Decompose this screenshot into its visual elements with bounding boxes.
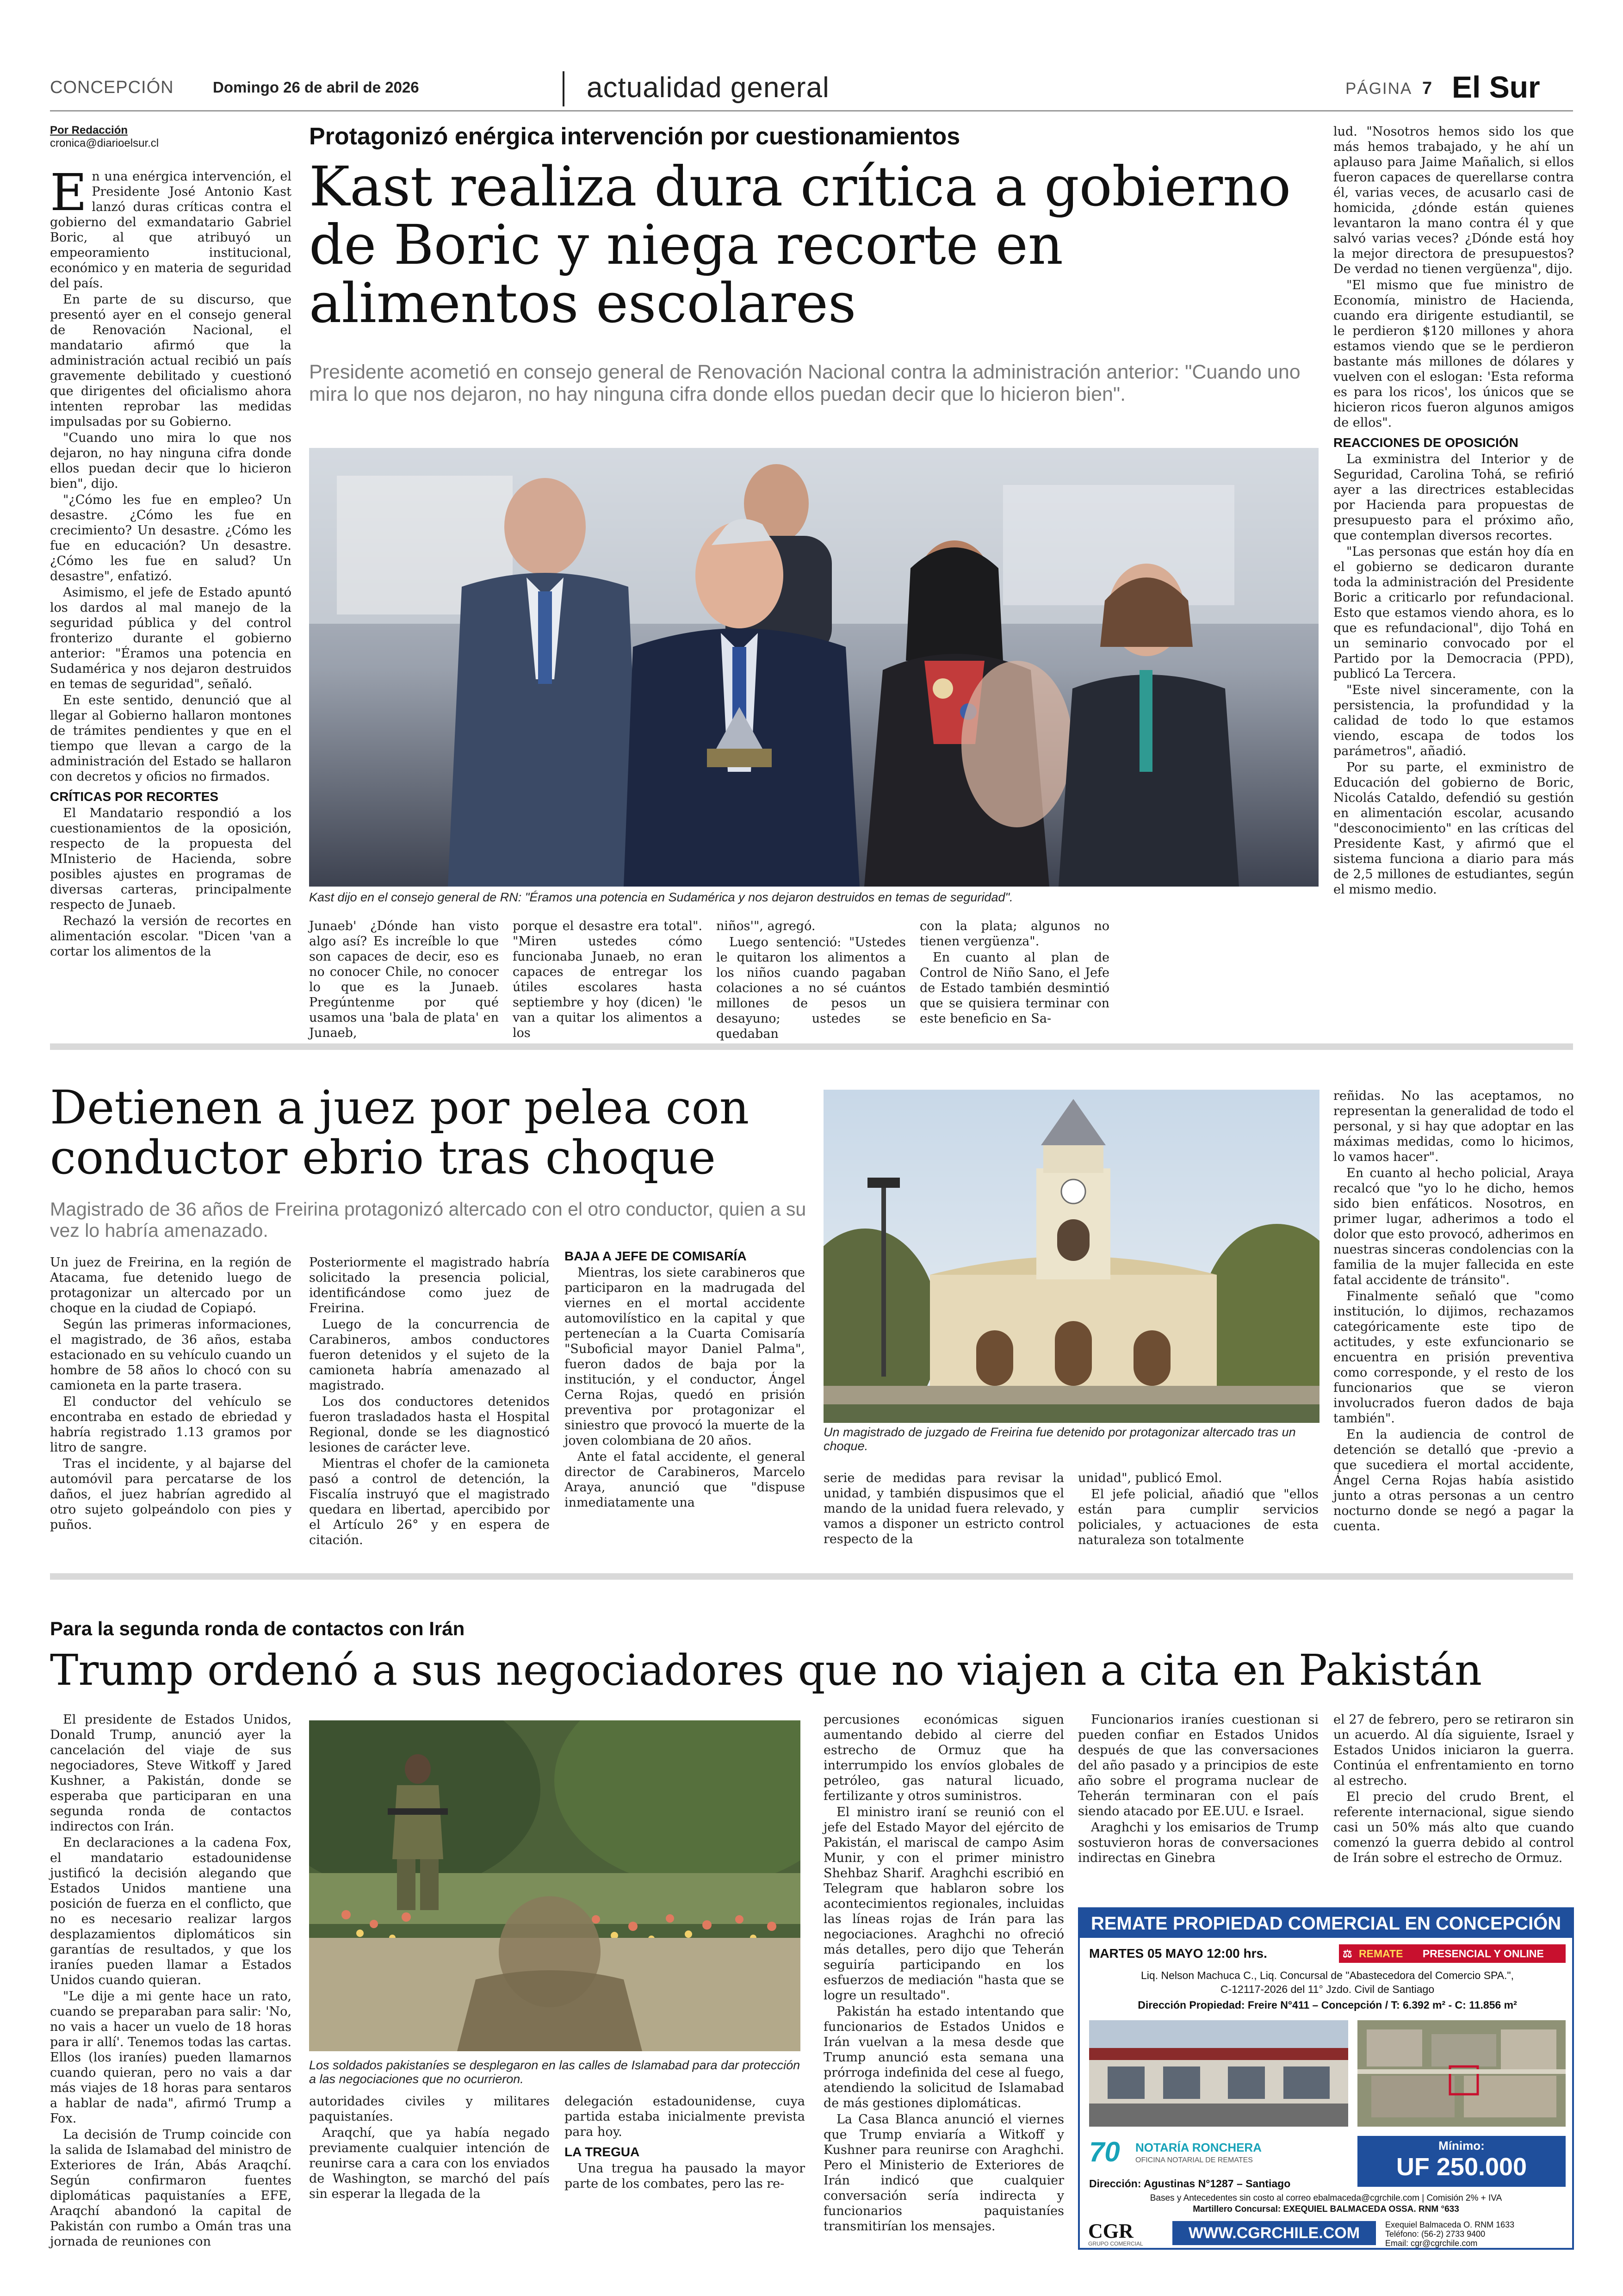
- story2-deck: Magistrado de 36 años de Freirina protagonizó altercado con el otro conductor, quien a su vez lo habría amenazado.: [50, 1198, 806, 1241]
- building-photo: [1089, 2020, 1348, 2127]
- header-city: CONCEPCIÓN: [50, 78, 174, 97]
- paragraph: reñidas. No las aceptamos, no representan la generalidad de todo el personal, y si hay que adoptar en las máximas medidas, como lo hicimos, lo vamos hacer".: [1333, 1089, 1574, 1164]
- paragraph: El conductor del vehículo se encontraba en estado de ebriedad y habría registrado 1.13 gramos por litro de sangre.: [50, 1395, 291, 1455]
- story2-column-3: [564, 1249, 805, 1511]
- page-number: 7: [1422, 79, 1432, 98]
- paragraph: En cuanto al hecho policial, Araya recalcó que "yo lo he dicho, hemos sido bien enfáticos. Nosotros, en primer lugar, adherimos a todo el dolor que esto provocó, adherimos en nuestras sinceras condolencias con la familia de la mujer fallecida en este fatal accidente de tránsito".: [1333, 1166, 1574, 1287]
- byline-label: Por Redacción: [50, 124, 128, 137]
- ad-office-address: Dirección: Agustinas N°1287 – Santiago: [1089, 2178, 1291, 2190]
- paragraph: Finalmente señaló que "como institución, lo dijimos, rechazamos categóricamente este tipo de actitudes, y este exfuncionario se encuentra en prisión preventiva como corresponde, y el resto de los funcionarios que se vieron involucrados fueron dados de baja también".: [1333, 1289, 1574, 1426]
- paragraph: Tras el incidente, y al bajarse del automóvil para percatarse de los daños, el juez habrían agredido al otro sujeto golpeándolo con pies y puños.: [50, 1457, 291, 1532]
- paragraph: En parte de su discurso, que presentó ayer en el consejo general de Renovación Nacional, el mandatario afirmó que la administración actual recibió un país gravemente debilitado y cuestionó que dirigentes del oficialismo ahora intenten reprobar las medidas impulsadas por su Gobierno.: [50, 292, 291, 429]
- story2-column-2: [309, 1255, 550, 1549]
- page-label: PÁGINA: [1345, 80, 1412, 98]
- subhead: REACCIONES DE OPOSICIÓN: [1333, 435, 1518, 450]
- paragraph: Un juez de Freirina, en la región de Atacama, fue detenido luego de protagonizar un altercado por un choque en la ciudad de Copiapó.: [50, 1255, 291, 1316]
- header-rule: [50, 110, 1573, 112]
- paragraph: "Le dije a mi gente hace un rato, cuando se preparaban para salir: 'No, no vais a hacer un vuelo de 18 horas para ir allí'. Tenemos todas las cartas. Ellos (los iraníes) pueden llamarnos cuando quieran, pero no vais a dar más viajes de 18 horas para sentaros a hablar de nada", afirmó Trump a Fox.: [50, 1989, 291, 2126]
- notary-logo: [1089, 2136, 1330, 2173]
- byline-email: cronica@diarioelsur.cl: [50, 137, 159, 149]
- story1-kicker: Protagonizó enérgica intervención por cuestionamientos: [309, 123, 960, 150]
- photo-kast-rn-council: [309, 448, 1319, 887]
- ad-mode: PRESENCIAL Y ONLINE: [1422, 1948, 1544, 1960]
- notary-number: 70: [1089, 2136, 1120, 2167]
- ad-contact-1: Exequiel Balmaceda O. RNM 1633: [1385, 2220, 1515, 2229]
- story1-column-3: [513, 918, 702, 1042]
- paragraph: Según las primeras informaciones, el magistrado, de 36 años, estaba estacionado en su vehículo cuando un hombre de 58 años lo chocó con su camioneta en la parte trasera.: [50, 1317, 291, 1393]
- subhead: BAJA A JEFE DE COMISARÍA: [564, 1249, 747, 1263]
- cgr-logo-sub: GRUPO COMERCIAL: [1088, 2240, 1143, 2247]
- paragraph: n una enérgica intervención, el Presidente José Antonio Kast lanzó duras críticas contra el gobierno del exmandatario Gabriel Boric, al que atribuyó un empeoramiento institucional, económico y en materia de seguridad del país.: [50, 169, 291, 291]
- subhead: LA TREGUA: [564, 2145, 640, 2159]
- ad-property-photo-2: [1357, 2020, 1566, 2127]
- ad-fine-line-1: Bases y Antecedentes sin costo al correo ebalmaceda@cgrchile.com | Comisión 2% + IVA: [1150, 2193, 1502, 2203]
- paragraph: delegación estadounidense, cuya partida estaba inicialmente prevista para hoy.: [564, 2094, 805, 2139]
- story3-kicker: Para la segunda ronda de contactos con Irán: [50, 1618, 465, 1639]
- story3-column-6: [1333, 1712, 1574, 1867]
- paragraph: niños'", agregó.: [716, 919, 816, 933]
- story1-column-2: [309, 918, 499, 1042]
- ad-title: REMATE PROPIEDAD COMERCIAL EN CONCEPCIÓN: [1080, 1909, 1572, 1938]
- paragraph: En cuanto al plan de Control de Niño Sano, el Jefe de Estado también desmintió que se quisiera terminar con este beneficio en Sa-: [920, 950, 1109, 1026]
- story1-deck: Presidente acometió en consejo general de Renovación Nacional contra la administración anterior: "Cuando uno mira lo que nos dejaron, no hay ninguna cifra donde ellos puedan decir que lo hicieron bien".: [309, 361, 1301, 405]
- paragraph: Luego sentenció: "Ustedes le quitaron los alimentos a los niños cuando pagaban colaciones a no sé cuántos millones de pesos un desayuno; ustedes se quedaban: [716, 935, 906, 1041]
- ad-minimum-box: [1357, 2136, 1566, 2187]
- aerial-map-photo: [1357, 2020, 1566, 2127]
- section-title: actualidad general: [587, 72, 830, 104]
- subhead: CRÍTICAS POR RECORTES: [50, 789, 219, 804]
- ad-case-line-1: Liq. Nelson Machuca C., Liq. Concursal de "Abastecedora del Comercio SPA.",: [1141, 1969, 1514, 1981]
- story3-column-5: [1078, 1712, 1319, 1867]
- dropcap: E: [50, 163, 87, 222]
- paragraph: Pakistán ha estado intentando que funcionarios de Estados Unidos e Irán vuelvan a la mesa desde que Trump anunció esta semana una prórroga indefinida del cese al fuego, atendiendo la solicitud de Islamabad de más gestiones diplomáticas.: [824, 2004, 1064, 2110]
- paragraph: con la plata; algunos no tienen vergüenza".: [920, 919, 1109, 949]
- story2-caption: Un magistrado de juzgado de Freirina fue detenido por protagonizar altercado tras un choque.: [824, 1425, 1296, 1453]
- paragraph: unidad", publicó Emol.: [1078, 1471, 1222, 1485]
- paragraph: porque el desastre era total". "Miren ustedes cómo funcionaba Junaeb, no eran capaces de entregar los útiles escolares hasta septiembre y hoy (dicen) 'le van a quitar los alimentos a los: [513, 919, 702, 1040]
- paragraph: "Las personas que están hoy día en el gobierno se dedicaron durante toda la administración del Presidente Boric a criticarlo por refundacional. Esto que estamos viendo ahora, es lo que es refundacional", dijo Tohá en un seminario convocado por el Partido por la Democracia (PPD), publicó La Tercera.: [1333, 545, 1574, 681]
- paragraph: El presidente de Estados Unidos, Donald Trump, anunció ayer la cancelación del viaje de sus negociadores, Steve Witkoff y Jared Kushner, a Pakistán, donde se esperaba que participaran en una segunda ronda de contactos indirectos con Irán.: [50, 1713, 291, 1834]
- ad-remate-label: REMATE: [1359, 1948, 1403, 1960]
- story2-headline: Detienen a juez por pelea con conductor ebrio tras choque: [50, 1080, 750, 1185]
- story2-column-4: [824, 1471, 1064, 1548]
- brand-logo: El Sur: [1452, 70, 1540, 104]
- paragraph: El precio del crudo Brent, el referente internacional, sigue siendo casi un 50% más alto que cuando comenzó la guerra debido al control de Irán sobre el estrecho de Ormuz.: [1333, 1790, 1574, 1865]
- paragraph: "Este nivel sinceramente, con la persistencia, la profundidad y la calidad de todo lo que estamos viendo, escapa de todos los parámetros", añadió.: [1333, 683, 1574, 758]
- story1-caption: Kast dijo en el consejo general de RN: "Éramos una potencia en Sudamérica y nos dejaron destruidos en temas de seguridad".: [309, 890, 1013, 904]
- story2-column-5: [1078, 1471, 1319, 1549]
- paragraph: autoridades civiles y militares paquistaníes.: [309, 2094, 550, 2124]
- paragraph: serie de medidas para revisar la unidad, y también dispusimos que el mando de la unidad fuera relevado, y vamos a disponer un estricto control respecto de la: [824, 1471, 1064, 1546]
- ad-property-photo-1: [1089, 2020, 1348, 2127]
- paragraph: Ante el fatal accidente, el general director de Carabineros, Marcelo Araya, anunció que "dispuse inmediatamente una: [564, 1450, 805, 1510]
- header-date: Domingo 26 de abril de 2026: [213, 79, 419, 96]
- paragraph: Los dos conductores detenidos fueron trasladados hasta el Hospital Regional, donde se les diagnosticó lesiones de carácter leve.: [309, 1395, 550, 1455]
- paragraph: En la audiencia de control de detención se detalló que -previo a que sucediera el mortal accidente, Ángel Cerna Rojas había asistido junto a otras personas a un centro nocturno donde se negó a pagar la cuenta.: [1333, 1427, 1574, 1533]
- paragraph: El Mandatario respondió a los cuestionamientos de la oposición, respecto de la propuesta del MInisterio de Hacienda, sobre posibles ajustes en programas de diversas carteras, principalmente respecto de Junaeb.: [50, 806, 291, 912]
- story2-column-1: [50, 1255, 291, 1533]
- paragraph: Rechazó la versión de recortes en alimentación escolar. "Dicen 'van a cortar los alimentos de la: [50, 914, 291, 959]
- paragraph: Mientras, los siete carabineros que participaron en la madrugada del viernes en el mortal accidente automovilístico en la capital y que pertenecían a la Cuarta Comisaría "Suboficial mayor Daniel Palma", fueron dados de baja por la institución, y el conductor, Ángel Cerna Rojas, quedó en prisión preventiva por protagonizar el siniestro que provocó la muerte de la joven colombiana de 20 años.: [564, 1266, 805, 1448]
- cgr-logo: CGR: [1088, 2220, 1134, 2242]
- paragraph: "El mismo que fue ministro de Economía, ministro de Hacienda, cuando era dirigente estudiantil, se le perdieron $120 millones y ahora estamos viendo que se le perdieron bastante más millones de dólares y vuelven con el eslogan: 'Esta reforma es para los ricos', los únicos que se hicieron ricos fueron algunos amigos de ellos".: [1333, 278, 1574, 430]
- ad-date: MARTES 05 MAYO 12:00 hrs.: [1089, 1946, 1267, 1961]
- paragraph: Funcionarios iraníes cuestionan si pueden confiar en Estados Unidos después de que las conversaciones del año pasado y a principios de este año sobre el programa nuclear de Teherán terminaran con el país siendo atacado por EE.UU. e Israel.: [1078, 1713, 1319, 1818]
- story3-column-3: [564, 2094, 805, 2192]
- story3-headline: Trump ordenó a sus negociadores que no viajen a cita en Pakistán: [50, 1645, 1482, 1695]
- paragraph: Araghchi y los emisarios de Trump sostuvieron horas de conversaciones indirectas en Ginebra: [1078, 1820, 1319, 1865]
- section-divider: [50, 1043, 1573, 1050]
- paragraph: La Casa Blanca anunció el viernes que Trump enviaría a Witkoff y Kushner para reunirse con Araghchi. Pero el Ministerio de Exteriores de Irán indicó que cualquier conversación sería indirecta y funcionarios paquistaníes transmitirían los mensajes.: [824, 2112, 1064, 2234]
- story2-right-column: [1333, 1088, 1574, 1535]
- paragraph: el 27 de febrero, pero se retiraron sin un acuerdo. Al día siguiente, Israel y Estados Unidos iniciaron la guerra. Continúa el enfrentamiento en torno al estrecho.: [1333, 1713, 1574, 1788]
- ad-contact-2: Teléfono: (56-2) 2733 9400: [1385, 2229, 1486, 2239]
- paragraph: La exministra del Interior y de Seguridad, Carolina Tohá, se refirió ayer a las directrices establecidas por Hacienda para propuestas de presupuesto para el próximo año, que contemplan diversos recortes.: [1333, 452, 1574, 543]
- story3-column-1: [50, 1712, 291, 2250]
- photo-soldiers-islamabad: [309, 1720, 800, 2051]
- notary-name: NOTARÍA RONCHERA: [1135, 2141, 1262, 2154]
- paragraph: La decisión de Trump coincide con la salida de Islamabad del ministro de Exteriores de Irán, Abás Araqchí. Según confirmaron fuentes diplomáticas paquistaníes a EFE, Araqchí abandonó la capital de Pakistán con rumbo a Omán tras una jornada de reuniones con: [50, 2128, 291, 2249]
- story1-right-column: [1333, 124, 1574, 898]
- ad-address: Dirección Propiedad: Freire N°411 – Concepción / T: 6.392 m² - C: 11.856 m²: [1138, 1999, 1517, 2011]
- notary-sub: OFICINA NOTARIAL DE REMATES: [1135, 2156, 1253, 2164]
- byline: [50, 124, 291, 150]
- story3-column-2: [309, 2094, 550, 2203]
- paragraph: "¿Cómo les fue en empleo? Un desastre. ¿Cómo les fue en crecimiento? Un desastre. ¿Cómo les fue en educación? Un desastre. ¿Cómo les fue en salud? Un desastre", enfatizó.: [50, 493, 291, 583]
- paragraph: Por su parte, el exministro de Educación del gobierno de Boric, Nicolás Cataldo, defendió su gestión en alimentación escolar, acusando "desconocimiento" en las críticas del Presidente Kast, y afirmó que el sistema funciona a diario para más de 2,5 millones de estudiantes, según el mismo medio.: [1333, 760, 1574, 897]
- ad-minimum-value: UF 250.000: [1396, 2153, 1527, 2181]
- paragraph: Posteriormente el magistrado habría solicitado la presencia policial, identificándose como juez de Freirina.: [309, 1255, 550, 1316]
- section-divider: [50, 1573, 1573, 1580]
- story3-column-4: [824, 1712, 1064, 2235]
- auction-ad[interactable]: [1078, 1907, 1574, 2250]
- ad-footer: [1080, 2218, 1572, 2248]
- story1-headline: Kast realiza dura crítica a gobierno de Boric y niega recorte en alimentos escolares: [309, 155, 1291, 335]
- ad-case-line-2: C-12117-2026 del 11° Jzdo. Civil de Santiago: [1220, 1983, 1435, 1995]
- story1-photo: [309, 448, 1319, 887]
- page-header: [50, 69, 1573, 106]
- paragraph: percusiones económicas siguen aumentando debido al cierre del estrecho de Ormuz que ha interrumpido los envíos globales de petróleo, gas natural licuado, fertilizante y otros suministros.: [824, 1713, 1064, 1803]
- ad-minimum-label: Mínimo:: [1438, 2139, 1485, 2153]
- story1-column-1: [50, 163, 291, 960]
- paragraph: En este sentido, denunció que al llegar al Gobierno hallaron montones de trámites pendientes y que en el tiempo que llevan a cargo de la administración del Estado se hallaron con decretos y oficios no firmados.: [50, 693, 291, 784]
- story1-column-4: [716, 918, 906, 1043]
- paragraph: Mientras el chofer de la camioneta pasó a control de detención, la Fiscalía instruyó que el magistrado quedara en libertad, apercibido por el Artículo 26° y en espera de citación.: [309, 1457, 550, 1547]
- paragraph: Asimismo, el jefe de Estado apuntó los dardos al mal manejo de la seguridad pública y del control fronterizo durante el gobierno anterior: "Éramos una potencia en Sudamérica y nos dejaron destruidos en temas de seguridad", señaló.: [50, 585, 291, 691]
- story3-caption: Los soldados pakistaníes se desplegaron en las calles de Islamabad para dar protección a las negociaciones que no ocurrieron.: [309, 2058, 800, 2086]
- paragraph: "Cuando uno mira lo que nos dejaron, no hay ninguna cifra donde ellos puedan decir que lo hicieron bien", dijo.: [50, 431, 291, 491]
- photo-church-freirina: [824, 1090, 1319, 1423]
- header-divider: [563, 71, 564, 106]
- ad-remate-badge: [1339, 1944, 1566, 1963]
- ad-contact-3: Email: cgr@cgrchile.com: [1385, 2239, 1478, 2248]
- paragraph: Junaeb' ¿Dónde han visto algo así? Es increíble lo que son capaces de decir, eso es no conocer Chile, no conocer lo que es la Junaeb. Pregúntenme por qué usamos una 'bala de plata' en Junaeb,: [309, 919, 499, 1040]
- story2-photo: [824, 1090, 1319, 1423]
- story3-photo: [309, 1720, 800, 2051]
- story1-column-5: [920, 918, 1109, 1027]
- paragraph: El jefe policial, añadió que "ellos están para cumplir servicios policiales, y actuaciones de esta naturaleza son totalmente: [1078, 1487, 1319, 1547]
- paragraph: El ministro iraní se reunió con el jefe del Estado Mayor del ejército de Pakistán, el mariscal de campo Asim Munir, y con el primer ministro Shehbaz Sharif. Araghchi escribió en Telegram que hablaron sobre los acontecimientos regionales, incluidas las líneas rojas de Irán para las negociaciones. Araghchi no ofreció más detalles, pero dijo que Teherán seguiría participando en los esfuerzos de mediación "hasta que se logre un resultado".: [824, 1805, 1064, 2003]
- paragraph: Araqchí, que ya había negado previamente cualquier intención de reunirse cara a cara con los enviados de Washington, se marchó del país sin esperar la llegada de la: [309, 2126, 550, 2201]
- paragraph: lud. "Nosotros hemos sido los que más hemos trabajado, y he ahí un aplauso para Jaime Mañalich, si ellos fueron capaces de querellarse contra él, varias veces, de acusarlo casi de homicida, ¿dónde están quienes levantaron la mano contra él y que salvó varias veces? ¿Dónde está hoy la mejor directora de presupuestos? De verdad no tienen vergüenza", dijo.: [1333, 124, 1574, 276]
- ad-fine-line-2: Martillero Concursal: EXEQUIEL BALMACEDA OSSA. RNM °633: [1193, 2204, 1459, 2214]
- ad-website-link[interactable]: WWW.CGRCHILE.COM: [1172, 2221, 1376, 2245]
- paragraph: En declaraciones a la cadena Fox, el mandatario estadounidense justificó la decisión alegando que Estados Unidos mantiene una posición de fuerza en el conflicto, que no es necesario realizar largos desplazamientos diplomáticos sin garantías de resultados, y que los iraníes pueden llamar a Estados Unidos cuando quieran.: [50, 1836, 291, 1987]
- paragraph: Luego de la concurrencia de Carabineros, ambos conductores fueron detenidos y el sujeto de la camioneta habría amenazado al magistrado.: [309, 1317, 550, 1393]
- gavel-icon: ⚖: [1343, 1948, 1352, 1960]
- paragraph: Una tregua ha pausado la mayor parte de los combates, pero las re-: [564, 2161, 805, 2191]
